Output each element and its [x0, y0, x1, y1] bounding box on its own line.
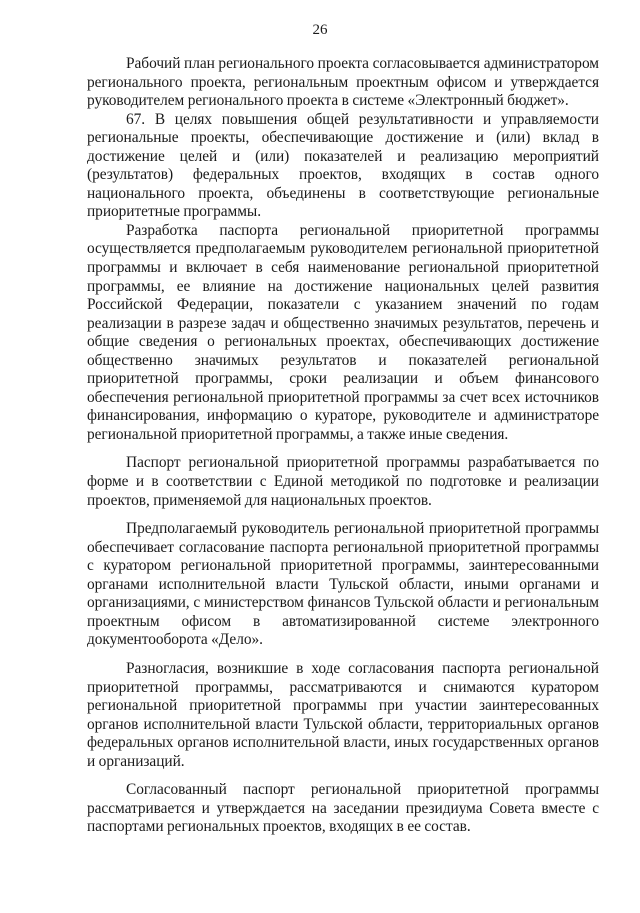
paragraph-disagreements: Разногласия, возникшие в ходе согласования паспорта региональной приоритетной программы, рассматриваются и снимаются куратором региональной приоритетной программы при участии заинтересованных органов исполнительной власти Тульской области, территориальных органов федеральных органов исполнительной власти, иных государственных органов и организаций. — [87, 659, 599, 770]
paragraph-work-plan: Рабочий план регионального проекта согласовывается администратором регионального проекта, региональным проектным офисом и утверждается руководителем регионального проекта в системе «Электронный бюджет». — [87, 55, 599, 110]
paragraph-agreed-passport: Согласованный паспорт региональной приоритетной программы рассматривается и утверждается на заседании президиума Совета вместе с паспортами региональных проектов, входящих в ее состав. — [87, 781, 599, 836]
page-number: 26 — [312, 22, 328, 38]
paragraph-passport-form: Паспорт региональной приоритетной программы разрабатывается по форме и в соответствии с Единой методикой по подготовке и реализации проектов, применяемой для национальных проектов. — [87, 454, 599, 509]
paragraph-item-67: 67. В целях повышения общей результативности и управляемости региональные проекты, обеспечивающие достижение и (или) вклад в достижение целей и (или) показателей и реализацию мероприятий (результатов) федеральных проектов, входящих в состав одного национального проекта, объединены в соответствующие региональные приоритетные программы. — [87, 110, 599, 221]
document-body — [87, 55, 599, 837]
paragraph-passport-approval: Предполагаемый руководитель региональной приоритетной программы обеспечивает согласование паспорта региональной приоритетной программы с куратором региональной приоритетной программы, заинтересованными органами исполнительной власти Тульской области, иными органами и организациями, с министерством финансов Тульской области и региональным проектным офисом в автоматизированной системе электронного документооборота «Дело». — [87, 520, 599, 649]
paragraph-passport-development: Разработка паспорта региональной приоритетной программы осуществляется предполагаемым руководителем региональной приоритетной программы и включает в себя наименование региональной приоритетной программы, ее влияние на достижение национальных целей развития Российской Федерации, показатели с указанием значений по годам реализации в разрезе задач и общественно значимых результатов, перечень и общие сведения о региональных проектах, обеспечивающих достижение общественно значимых результатов и показателей региональной приоритетной программы, сроки реализации и объем финансового обеспечения региональной приоритетной программы за счет всех источников финансирования, информацию о кураторе, руководителе и администраторе региональной приоритетной программы, а также иные сведения. — [87, 221, 599, 443]
